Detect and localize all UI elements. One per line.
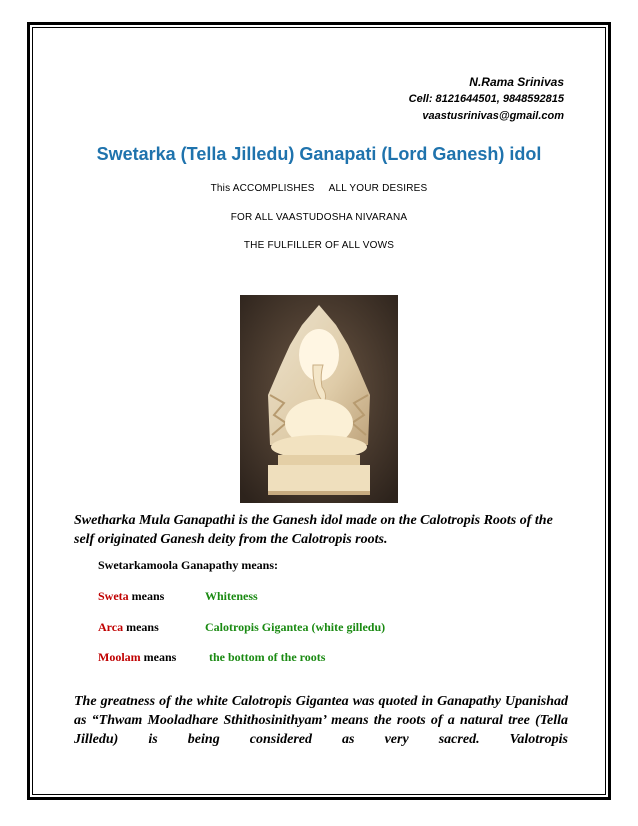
tagline-1-part1: This ACCOMPLISHES (210, 183, 315, 194)
author-email: vaastusrinivas@gmail.com (422, 110, 564, 122)
term-sweta: Sweta (98, 589, 129, 603)
tagline-1 (0, 183, 638, 194)
means-word: means (143, 650, 177, 664)
author-name: N.Rama Srinivas (469, 75, 564, 89)
value-calotropis: Calotropis Gigantea (white gilledu) (205, 620, 386, 634)
term-moolam: Moolam (98, 650, 141, 664)
tagline-1-part2: ALL YOUR DESIRES (328, 183, 428, 194)
author-block (409, 74, 564, 125)
closing-paragraph: The greatness of the white Calotropis Gigantea was quoted in Ganapathy Upanishad as “Thwam Mooladhare Sthithosinithyam’ means the roots of a natural tree (Tella Jilledu) is being considered as very sacred. Valotropis (74, 694, 568, 747)
meanings-heading: Swetarkamoola Ganapathy means: (98, 558, 279, 572)
means-word: means (126, 620, 159, 634)
intro-paragraph: Swetharka Mula Ganapathi is the Ganesh idol made on the Calotropis Roots of the self originated Ganesh deity from the Calotropis roots. (74, 513, 553, 547)
ganesh-idol-photo (240, 295, 398, 503)
value-roots: the bottom of the roots (209, 650, 326, 664)
means-word: means (131, 589, 165, 603)
term-arca: Arca (98, 620, 124, 634)
meaning-row-moolam (98, 650, 326, 665)
meaning-row-sweta (98, 589, 258, 604)
meaning-row-arca (98, 620, 386, 635)
tagline-2: FOR ALL VAASTUDOSHA NIVARANA (230, 212, 408, 223)
document-title: Swetarka (Tella Jilledu) Ganapati (Lord Ganesh) idol (96, 144, 542, 164)
author-cell: Cell: 8121644501, 9848592815 (408, 93, 564, 105)
value-whiteness: Whiteness (205, 589, 258, 603)
tagline-3: THE FULFILLER OF ALL VOWS (243, 240, 395, 251)
